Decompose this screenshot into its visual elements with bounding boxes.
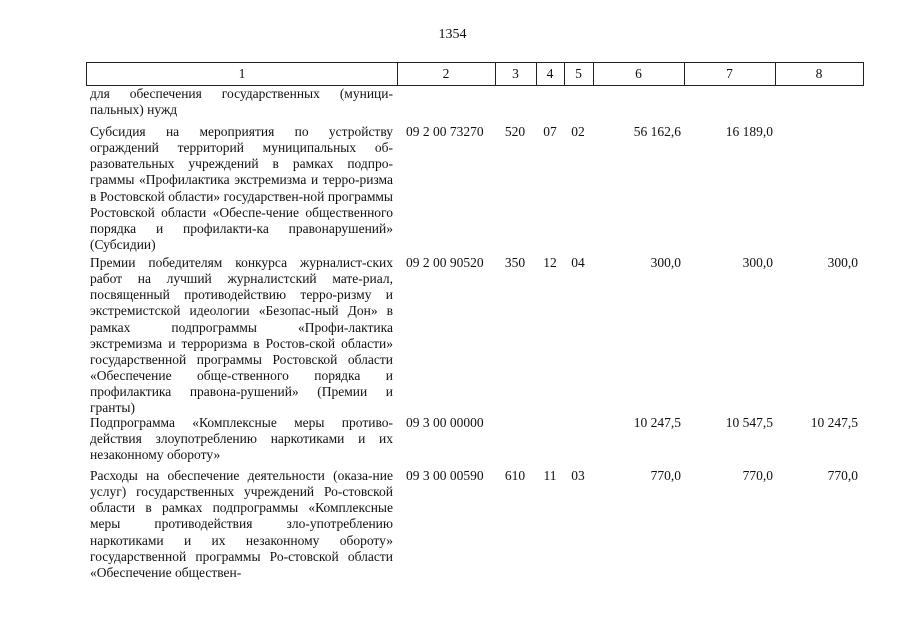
row-code: 09 2 00 73270 bbox=[406, 124, 484, 139]
header-col-3: 3 bbox=[512, 66, 519, 81]
row-col-4: 11 bbox=[543, 468, 557, 483]
row-description: Подпрограмма «Комплексные меры противо-действия злоупотреблению наркотиками и их незаконному обороту» bbox=[90, 415, 393, 463]
row-col-3: 350 bbox=[504, 255, 526, 270]
table-header bbox=[86, 62, 864, 86]
row-amount-6: 770,0 bbox=[650, 468, 681, 483]
row-amount-7: 770,0 bbox=[742, 468, 773, 483]
row-amount-6: 10 247,5 bbox=[633, 415, 681, 430]
row-description: Премии победителям конкурса журналист-ских работ на лучший журналистский мате-риал, посвященный противодействию терро-ризму и экстремистской идеологии «Безопас-ный Дон» в рамках подпрограммы «Профи-лактика экстремизма и терроризма в Ростов-ской области» государственной программы Ростовской области «Обеспечение обще-ственного порядка и профилактика правона-рушений» (Премии и гранты) bbox=[90, 255, 393, 416]
row-col-3: 520 bbox=[504, 124, 526, 139]
row-col-5: 02 bbox=[571, 124, 585, 139]
row-amount-8: 300,0 bbox=[827, 255, 858, 270]
row-amount-7: 16 189,0 bbox=[725, 124, 773, 139]
row-col-4: 12 bbox=[543, 255, 557, 270]
row-amount-6: 56 162,6 bbox=[633, 124, 681, 139]
header-col-7: 7 bbox=[726, 66, 733, 81]
row-amount-8: 10 247,5 bbox=[810, 415, 858, 430]
header-col-4: 4 bbox=[546, 66, 554, 81]
row-description: для обеспечения государственных (муници-пальных) нужд bbox=[90, 86, 393, 118]
row-amount-8: 770,0 bbox=[827, 468, 858, 483]
row-description: Субсидия на мероприятия по устройству ограждений территорий муниципальных об-разовательных учреждений в рамках подпро-граммы «Профилактика экстремизма и терро-ризма в Ростовской области» государствен-ной программы Ростовской области «Обеспе-чение общественного порядка и профилакти-ка правонарушений» (Субсидии) bbox=[90, 124, 393, 253]
row-description: Расходы на обеспечение деятельности (оказа-ние услуг) государственных учреждений Ро-стовской области в рамках подпрограммы «Комплексные меры противодействия зло-употреблению наркотиками и их незаконному обороту» государственной программы Ро-стовской области «Обеспечение обществен- bbox=[90, 468, 393, 580]
row-col-5: 04 bbox=[571, 255, 585, 270]
header-col-2: 2 bbox=[442, 66, 450, 81]
row-code: 09 3 00 00000 bbox=[406, 415, 484, 430]
row-col-4: 07 bbox=[543, 124, 557, 139]
row-code: 09 3 00 00590 bbox=[406, 468, 484, 483]
header-col-5: 5 bbox=[575, 66, 582, 81]
header-col-1: 1 bbox=[238, 66, 246, 81]
header-col-6: 6 bbox=[635, 66, 642, 81]
row-code: 09 2 00 90520 bbox=[406, 255, 484, 270]
row-amount-7: 10 547,5 bbox=[725, 415, 773, 430]
row-col-3: 610 bbox=[504, 468, 526, 483]
header-col-8: 8 bbox=[815, 66, 823, 81]
budget-table bbox=[86, 62, 864, 622]
row-amount-7: 300,0 bbox=[742, 255, 773, 270]
row-col-5: 03 bbox=[571, 468, 585, 483]
row-amount-6: 300,0 bbox=[650, 255, 681, 270]
page-number: 1354 bbox=[438, 27, 467, 42]
